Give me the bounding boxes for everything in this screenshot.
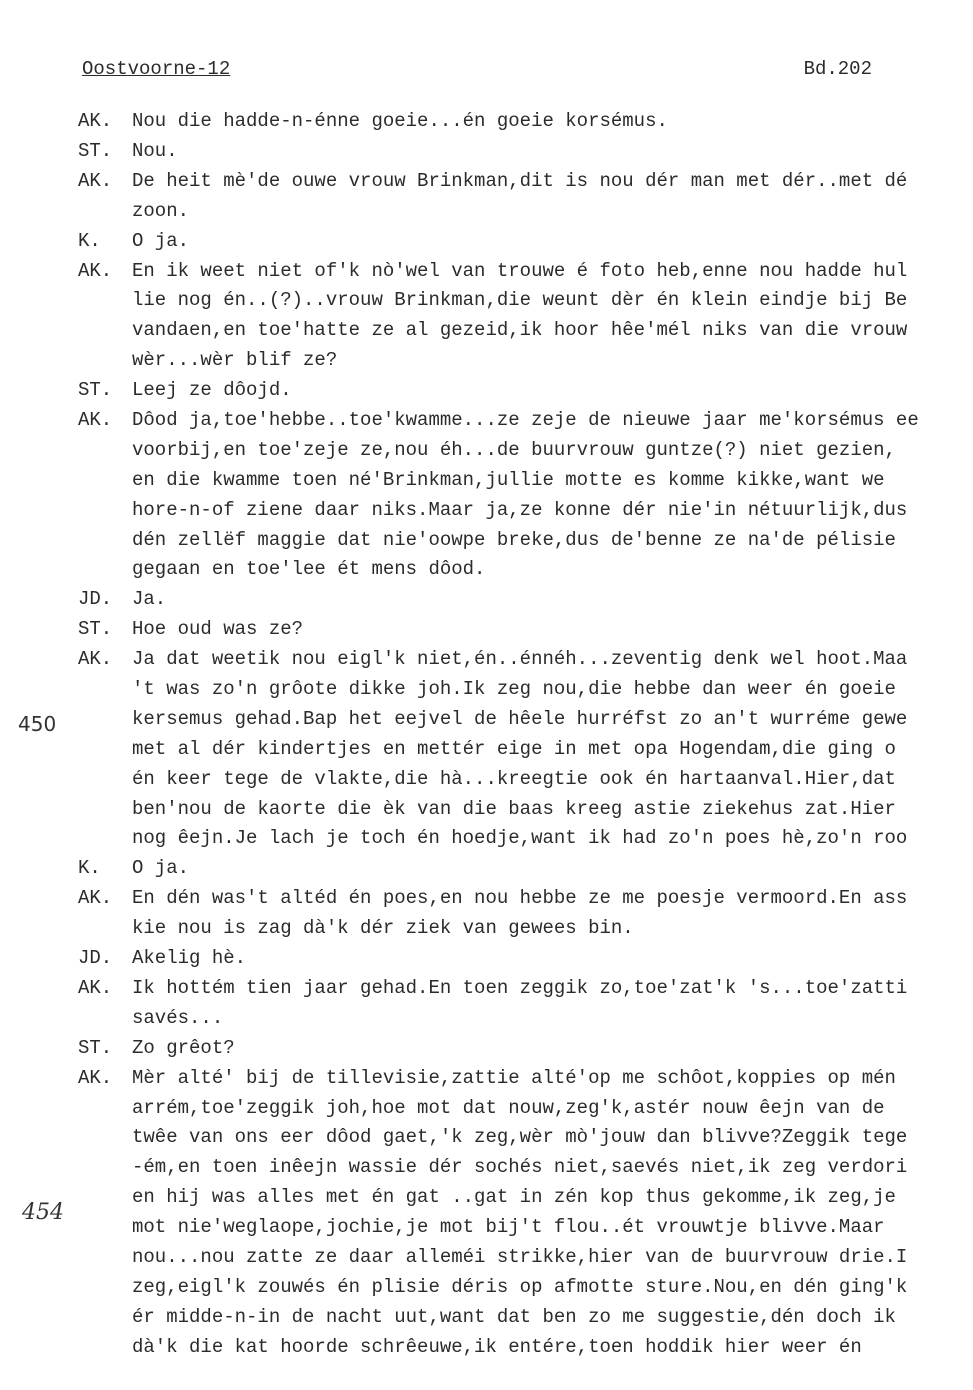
speaker-turn — [78, 107, 971, 137]
speaker-label: AK. — [78, 887, 113, 910]
speaker-turn — [78, 974, 971, 1034]
utterance-line: dén zellëf maggie dat nie'oowpe breke,dus de'benne ze na'de pélisie — [132, 528, 896, 551]
utterance-line: hore-n-of ziene daar niks.Maar ja,ze konne dér nie'in nétuurlijk,dus — [132, 498, 908, 521]
utterance-line: kersemus gehad.Bap het eejvel de hêele hurréfst zo an't wurréme gewe — [132, 707, 908, 730]
speaker-label: AK. — [78, 408, 113, 431]
utterance — [132, 406, 971, 585]
utterance — [132, 645, 971, 854]
utterance-line: En dén was't altéd én poes,en nou hebbe ze me poesje vermoord.En ass — [132, 887, 908, 910]
speaker-turn — [78, 1064, 971, 1363]
utterance-line: -ém,en toen inêejn wassie dér sochés niet,saevés niet,ik zeg verdori — [132, 1156, 908, 1179]
utterance-line: ér midde-n-in de nacht uut,want dat ben zo me suggestie,dén doch ik — [132, 1305, 896, 1328]
utterance — [132, 1034, 971, 1064]
utterance-line: gegaan en toe'lee ét mens dôod. — [132, 558, 486, 581]
utterance — [132, 257, 971, 377]
speaker-turn — [78, 167, 971, 227]
utterance-line: savés... — [132, 1006, 224, 1029]
location-label: Oostvoorne-12 — [82, 58, 231, 80]
speaker-turn — [78, 585, 971, 615]
speaker-turn — [78, 944, 971, 974]
speaker-label: AK. — [78, 169, 113, 192]
utterance-line: Ja. — [132, 588, 167, 611]
utterance-line: zoon. — [132, 199, 190, 222]
utterance — [132, 944, 971, 974]
utterance-line: en die kwamme toen né'Brinkman,jullie motte es komme kikke,want we — [132, 468, 885, 491]
transcript-body — [78, 107, 971, 1363]
utterance — [132, 615, 971, 645]
utterance-line: Ja dat weetik nou eigl'k niet,én..énnéh...zeventig denk wel hoot.Maa — [132, 648, 908, 671]
utterance-line: arrém,toe'zeggik joh,hoe mot dat nouw,zeg'k,astér nouw êejn van de — [132, 1096, 885, 1119]
utterance-line: kie nou is zag dà'k dér ziek van gewees bin. — [132, 917, 634, 940]
utterance — [132, 974, 971, 1034]
utterance-line: ben'nou de kaorte die èk van die baas kreeg astie ziekehus zat.Hier — [132, 797, 896, 820]
speaker-turn — [78, 257, 971, 377]
margin-note-handwritten: 454 — [22, 1200, 64, 1225]
speaker-label: ST. — [78, 139, 113, 162]
utterance-line: De heit mè'de ouwe vrouw Brinkman,dit is nou dér man met dér..met dé — [132, 169, 908, 192]
speaker-turn — [78, 854, 971, 884]
utterance-line: wèr...wèr blif ze? — [132, 349, 338, 372]
speaker-turn — [78, 645, 971, 854]
utterance-line: vandaen,en toe'hatte ze al gezeid,ik hoor hêe'mél niks van die vrouw — [132, 319, 908, 342]
margin-note-counter: 450 — [18, 712, 57, 736]
utterance — [132, 884, 971, 944]
speaker-label: AK. — [78, 976, 113, 999]
utterance-line: Mèr alté' bij de tillevisie,zattie alté'op me schôot,koppies op mén — [132, 1066, 896, 1089]
utterance-line: En ik weet niet of'k nò'wel van trouwe é foto heb,enne nou hadde hul — [132, 259, 908, 282]
speaker-turn — [78, 227, 971, 257]
speaker-label: AK. — [78, 1066, 113, 1089]
utterance-line: lie nog én..(?)..vrouw Brinkman,die weunt dèr én klein eindje bij Be — [132, 289, 908, 312]
speaker-turn — [78, 1034, 971, 1064]
utterance-line: nou...nou zatte ze daar alleméi strikke,hier van de buurvrouw drie.I — [132, 1245, 908, 1268]
utterance-line: Leej ze dôojd. — [132, 379, 292, 402]
speaker-label: JD. — [78, 947, 113, 970]
utterance — [132, 1064, 971, 1363]
utterance-line: Akelig hè. — [132, 947, 247, 970]
utterance-line: 't was zo'n grôote dikke joh.Ik zeg nou,die hebbe dan weer én goeie — [132, 678, 896, 701]
speaker-label: AK. — [78, 259, 113, 282]
speaker-label: AK. — [78, 648, 113, 671]
utterance — [132, 107, 971, 137]
speaker-turn — [78, 406, 971, 585]
speaker-label: ST. — [78, 618, 113, 641]
utterance — [132, 167, 971, 227]
utterance-line: Ik hottém tien jaar gehad.En toen zeggik zo,toe'zat'k 's...toe'zatti — [132, 976, 908, 999]
utterance-line: Hoe oud was ze? — [132, 618, 304, 641]
speaker-label: ST. — [78, 379, 113, 402]
utterance — [132, 376, 971, 406]
speaker-turn — [78, 615, 971, 645]
utterance-line: met al dér kindertjes en mettér eige in met opa Hogendam,die ging o — [132, 737, 896, 760]
utterance-line: zeg,eigl'k zouwés én plisie déris op afmotte sture.Nou,en dén ging'k — [132, 1275, 908, 1298]
utterance-line: Nou. — [132, 139, 178, 162]
utterance-line: O ja. — [132, 857, 190, 880]
speaker-turn — [78, 137, 971, 167]
utterance-line: én keer tege de vlakte,die hà...kreegtie ook én hartaanval.Hier,dat — [132, 767, 896, 790]
speaker-label: K. — [78, 857, 101, 880]
utterance — [132, 854, 971, 884]
speaker-label: ST. — [78, 1036, 113, 1059]
page-header — [82, 56, 872, 82]
utterance-line: Nou die hadde-n-énne goeie...én goeie korsémus. — [132, 110, 668, 132]
utterance-line: O ja. — [132, 229, 190, 252]
utterance — [132, 585, 971, 615]
speaker-turn — [78, 884, 971, 944]
speaker-label: K. — [78, 229, 101, 252]
speaker-label: JD. — [78, 588, 113, 611]
utterance-line: mot nie'weglaope,jochie,je mot bij't flou..ét vrouwtje blivve.Maar — [132, 1216, 885, 1239]
utterance — [132, 137, 971, 167]
speaker-turn — [78, 376, 971, 406]
utterance-line: dà'k die kat hoorde schrêeuwe,ik entére,toen hoddik hier weer én — [132, 1335, 862, 1358]
utterance-line: voorbij,en toe'zeje ze,nou éh...de buurvrouw guntze(?) niet gezien, — [132, 438, 896, 461]
utterance-line: Zo grêot? — [132, 1036, 235, 1059]
utterance — [132, 227, 971, 257]
speaker-label: AK. — [78, 110, 113, 132]
utterance-line: twêe van ons eer dôod gaet,'k zeg,wèr mò'jouw dan blivve?Zeggik tege — [132, 1126, 908, 1149]
utterance-line: en hij was alles met én gat ..gat in zén kop thus gekomme,ik zeg,je — [132, 1186, 896, 1209]
utterance-line: nog êejn.Je lach je toch én hoedje,want ik had zo'n poes hè,zo'n roo — [132, 827, 908, 850]
page-reference: Bd.202 — [803, 58, 872, 80]
utterance-line: Dôod ja,toe'hebbe..toe'kwamme...ze zeje de nieuwe jaar me'korsémus ee — [132, 408, 919, 431]
